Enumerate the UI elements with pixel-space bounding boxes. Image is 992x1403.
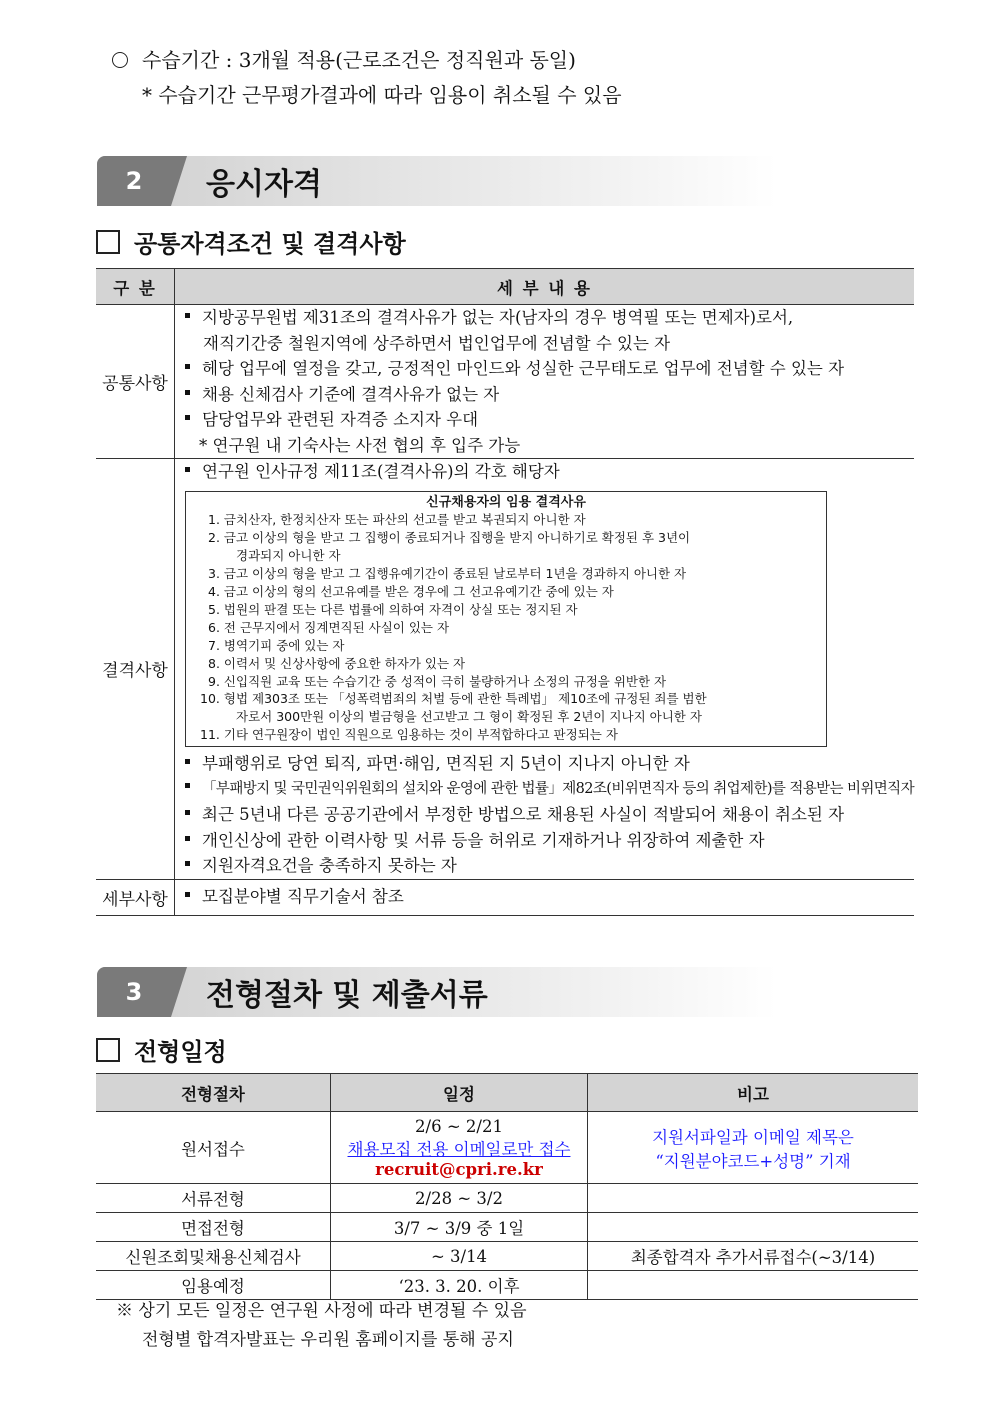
section-2-subheading: 공통자격조건 및 결격사항 [96,224,406,259]
date-cell [331,1112,588,1184]
square-bullet-icon [185,415,190,420]
list-item: 담당업무와 관련된 자격증 소지자 우대 [185,407,914,433]
list-item-continuation: 재직기간중 철원지역에 상주하면서 법인업무에 전념할 수 있는 자 [203,333,671,353]
table-header-note: 비고 [588,1074,919,1112]
footnote-schedule-change: ※ 상기 모든 일정은 연구원 사정에 따라 변경될 수 있음 [116,1301,527,1321]
square-bullet-icon [185,759,190,764]
list-item: 모집분야별 직무기술서 참조 [185,884,914,910]
table-header-date: 일정 [331,1074,588,1112]
table-row [96,1112,918,1184]
box-item: 10. 형법 제303조 또는 「성폭력범죄의 처벌 등에 관한 특례법」 제10조에 규정된 죄를 범한 [200,691,707,707]
date-cell: ‘23. 3. 20. 이후 [331,1271,588,1300]
row-label-detail: 세부사항 [96,879,175,915]
checkbox-square-icon [96,1038,120,1062]
box-item: 9. 신입직원 교육 또는 수습기간 중 성적이 극히 불량하거나 소정의 규정을 위반한 자 [208,673,667,689]
footnote-announcement: 전형별 합격자발표는 우리원 홈페이지를 통해 공지 [142,1330,514,1350]
table-row-common [96,305,914,459]
row-label-common: 공통사항 [96,305,175,459]
box-item-continuation: 경과되지 아니한 자 [236,548,341,564]
box-item: 3. 금고 이상의 형을 받고 그 집행유예기간이 종료된 날로부터 1년을 경과하지 아니한 자 [208,566,687,582]
section-3-title: 전형절차 및 제출서류 [206,978,488,1013]
table-row-detail [96,879,914,915]
box-item-continuation: 자로서 300만원 이상의 벌금형을 선고받고 그 형이 확정된 후 2년이 지나지 아니한 자 [236,709,702,725]
list-item: 부패행위로 당연 퇴직, 파면·해임, 면직된 지 5년이 지나지 아니한 자 [185,751,914,777]
list-item: 지방공무원법 제31조의 결격사유가 없는 자(남자의 경우 병역필 또는 면제자)로서, [185,305,914,331]
note-cell [588,1184,919,1213]
box-item: 11. 기타 연구원장이 법인 직원으로 임용하는 것이 부적합하다고 판정되는 자 [200,727,618,743]
date-cell: 3/7 ~ 3/9 중 1일 [331,1213,588,1242]
square-bullet-icon [185,364,190,369]
step-cell: 원서접수 [96,1112,331,1184]
section-3-subheading: 전형일정 [96,1032,227,1067]
recruit-email-link[interactable]: recruit@cpri.re.kr [375,1159,543,1179]
step-cell: 서류전형 [96,1184,331,1213]
square-bullet-icon [185,313,190,318]
date-text: 2/6 ~ 2/21 [415,1116,503,1136]
intro-line-2: * 수습기간 근무평가결과에 따라 임용이 취소될 수 있음 [142,83,622,107]
note-cell: 최종합격자 추가서류접수(~3/14) [588,1242,919,1271]
dormitory-note: * 연구원 내 기숙사는 사전 협의 후 입주 가능 [199,435,521,455]
list-item: 연구원 인사규정 제11조(결격사유)의 각호 해당자 [185,459,914,485]
table-row [96,1242,918,1271]
note-cell [588,1112,919,1184]
date-cell: 2/28 ~ 3/2 [331,1184,588,1213]
box-item: 6. 전 근무지에서 징계면직된 사실이 있는 자 [208,619,450,635]
section-3-number: 3 [97,967,171,1017]
step-cell: 면접전형 [96,1213,331,1242]
note-line: 지원서파일과 이메일 제목은 [652,1127,854,1147]
box-item: 5. 법원의 판결 또는 다른 법률에 의하여 자격이 상실 또는 정지된 자 [208,601,578,617]
step-cell: 임용예정 [96,1271,331,1300]
checkbox-square-icon [96,230,120,254]
box-item: 2. 금고 이상의 형을 받고 그 집행이 종료되거나 집행을 받지 아니하기로 확정된 후 3년이 [208,530,691,546]
email-only-note: 채용모집 전용 이메일로만 접수 [347,1139,571,1159]
square-bullet-icon [185,467,190,472]
table-row [96,1184,918,1213]
box-item: 7. 병역기피 중에 있는 자 [208,637,345,653]
box-title: 신규채용자의 임용 결격사유 [426,494,586,510]
table-header-detail: 세 부 내 용 [175,269,914,305]
step-cell: 신원조회및채용신체검사 [96,1242,331,1271]
date-cell: ~ 3/14 [331,1242,588,1271]
disqualification-reasons-box [185,491,827,748]
circle-bullet-icon [112,52,128,68]
square-bullet-icon [185,390,190,395]
section-2-header-bar [97,156,777,206]
list-item: 지원자격요건을 충족하지 못하는 자 [185,853,914,879]
list-item: 채용 신체검사 기준에 결격사유가 없는 자 [185,382,914,408]
note-cell [588,1213,919,1242]
list-item: 「부패방지 및 국민권익위원회의 설치와 운영에 관한 법률」제82조(비위면직자 등의 취업제한)를 적용받는 비위면직자 [185,777,914,803]
box-item: 4. 금고 이상의 형의 선고유예를 받은 경우에 그 선고유예기간 중에 있는 자 [208,584,614,600]
box-item: 8. 이력서 및 신상사항에 중요한 하자가 있는 자 [208,655,466,671]
box-item: 1. 금치산자, 한정치산자 또는 파산의 선고를 받고 복권되지 아니한 자 [208,512,586,528]
square-bullet-icon [185,810,190,815]
square-bullet-icon [185,836,190,841]
list-item: 개인신상에 관한 이력사항 및 서류 등을 허위로 기재하거나 위장하여 제출한 자 [185,828,914,854]
common-items [175,305,914,459]
note-cell [588,1271,919,1300]
section-2-number: 2 [97,156,171,206]
list-item: 헤당 업무에 열정을 갖고, 긍정적인 마인드와 성실한 근무태도로 업무에 전념할 수 있는 자 [185,356,914,382]
row-label-disqualification: 결격사항 [96,459,175,880]
intro-line-1: 수습기간 : 3개월 적용(근로조건은 정직원과 동일) [112,44,576,73]
table-row-disqualification [96,459,914,880]
disqualification-items [175,459,914,880]
square-bullet-icon [185,783,190,788]
table-header-category: 구 분 [96,269,175,305]
section-2-title: 응시자격 [206,167,322,202]
note-line: “지원분야코드+성명” 기재 [655,1151,851,1171]
schedule-table [96,1073,918,1300]
qualification-table [96,268,914,916]
table-header-step: 전형절차 [96,1074,331,1112]
square-bullet-icon [185,861,190,866]
detail-items [175,879,914,915]
square-bullet-icon [185,892,190,897]
list-item: 최근 5년내 다른 공공기관에서 부정한 방법으로 채용된 사실이 적발되어 채용이 취소된 자 [185,802,914,828]
table-row [96,1213,918,1242]
